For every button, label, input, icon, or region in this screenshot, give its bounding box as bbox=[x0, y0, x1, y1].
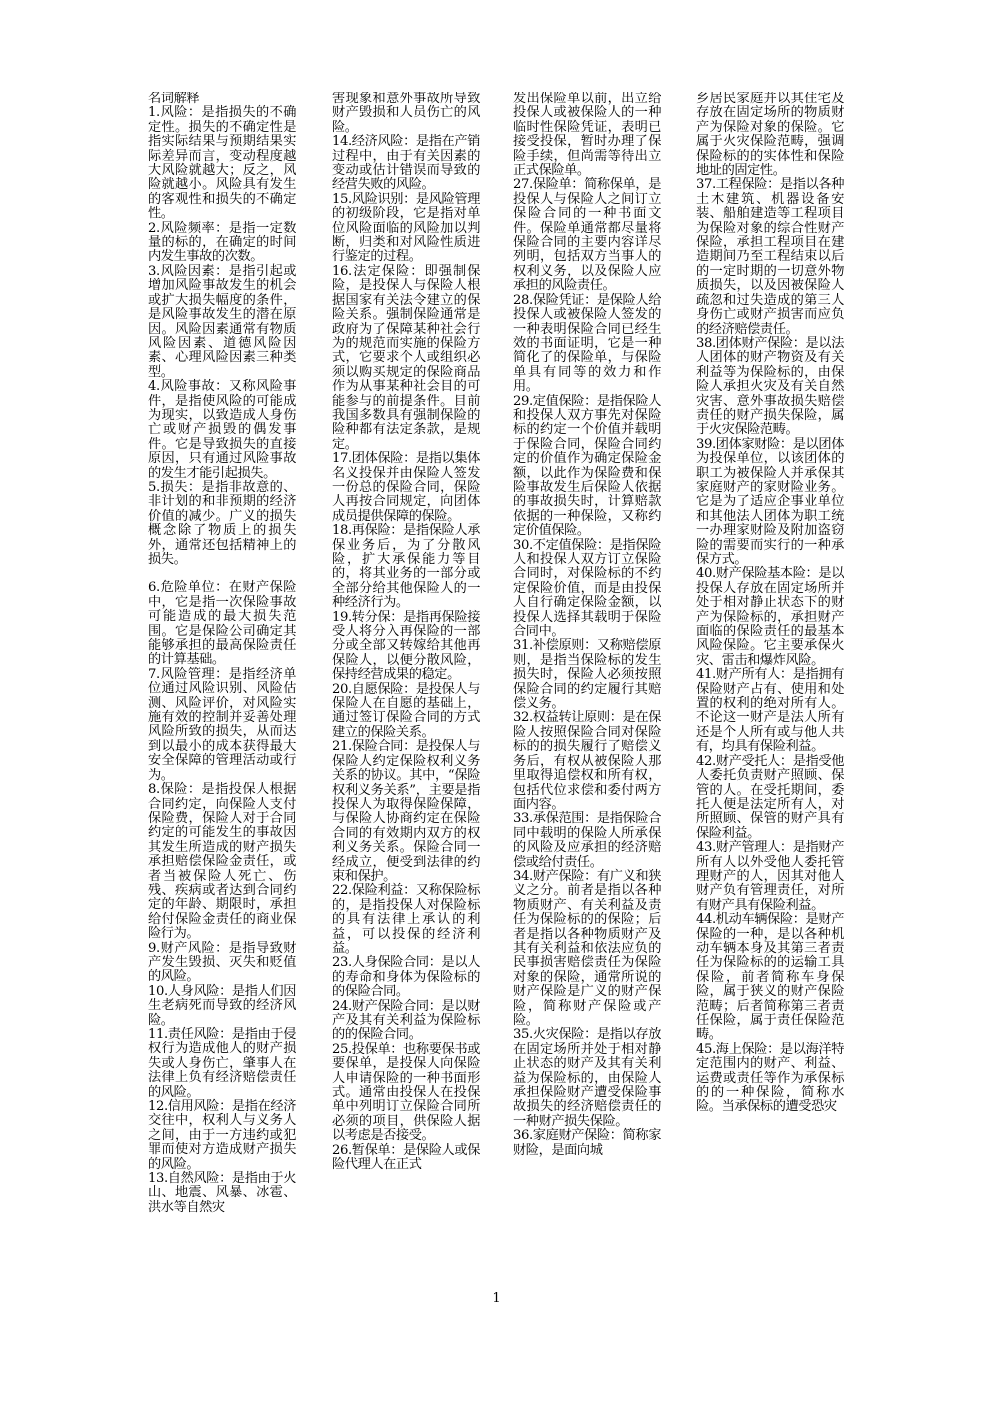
column-1 bbox=[148, 92, 296, 1292]
definition-entry: 14.经济风险：是指在产销过程中，由于有关因素的变动或估计错误而导致的经营失败的风险。 bbox=[332, 134, 480, 193]
definition-entry: 3.风险因素：是指引起或增加风险事故发生的机会或扩大损失幅度的条件，是风险事故发生的潜在原因。风险因素通常有物质风险因素、道德风险因素、心理风险因素三种类型。 bbox=[148, 263, 296, 380]
definition-entry: 37.工程保险：是指以各种土木建筑、机器设备安装、船舶建造等工程项目为保险对象的综合性财产保险，承担工程项目在建造期间乃至工程结束以后的一定时期的一切意外物质损失，以及因被保险人疏忽和过失造成的第三人身伤亡或财产损害而应负的经济赔偿责任。 bbox=[696, 177, 844, 337]
definition-entry: 害现象和意外事故所导致财产毁损和人员伤亡的风险。 bbox=[332, 92, 480, 135]
definition-entry: 20.自愿保险：是投保人与保险人在自愿的基础上，通过签订保险合同的方式建立的保险关系。 bbox=[332, 681, 480, 740]
definition-entry: 38.团体财产保险：是以法人团体的财产物资及有关利益等为保险标的，由保险人承担火灾及有关自然灾害、意外事故损失赔偿责任的财产损失保险，属于火灾保险范畴。 bbox=[696, 335, 844, 438]
page-number: 1 bbox=[492, 1291, 501, 1306]
definition-entry: 13.自然风险：是指由于火山、地震、风暴、冰雹、洪水等自然灾 bbox=[148, 1171, 296, 1215]
definition-entry: 乡居民家庭并以其住宅及存放在固定场所的物质财产为保险对象的保险。它属于火灾保险范畴，强调保险标的的实体性和保险地址的固定性。 bbox=[696, 92, 844, 179]
definition-entry: 9.财产风险：是指导致财产发生毁损、灭失和贬值的风险。 bbox=[148, 940, 296, 985]
definition-entry: 7.风险管理：是指经济单位通过风险识别、风险估测、风险评价，对风险实施有效的控制并妥善处理风险所致的损失，从而达到以最小的成本获得最大安全保障的管理活动或行为。 bbox=[148, 666, 296, 783]
definition-entry: 31.补偿原则：又称赔偿原则，是指当保险标的发生损失时，保险人必须按照保险合同的约定履行其赔偿义务。 bbox=[513, 638, 661, 712]
definition-entry: 30.不定值保险：是指保险人和投保人双方订立保险合同时，对保险标的不约定保险价值，而是由投保人自行确定保险金额，以投保人选择其载明于保险合同中。 bbox=[513, 537, 661, 640]
definition-entry: 26.暂保单：是保险人或保险代理人在正式 bbox=[332, 1142, 480, 1173]
definition-entry: 40.财产保险基本险：是以投保人存放在固定场所并处于相对静止状态下的财产为保险标的，承担财产面临的保险责任的最基本风险保险。它主要承保火灾、雷击和爆炸风险。 bbox=[696, 566, 844, 668]
definition-entry: 34.财产保险：有广义和狭义之分。前者是指以各种物质财产、有关利益及责任为保险标的的保险；后者是指以各种物质财产及其有关利益和依法应负的民事损害赔偿责任为保险对象的保险，通常所说的财产保险是广义的财产保险，简称财产保险或产险。 bbox=[513, 868, 661, 1028]
definition-entry: 42.财产受托人：是指受他人委托负责财产照顾、保管的人。在受托期间，委托人便是法定所有人，对所照顾、保管的财产具有保险利益。 bbox=[696, 753, 844, 841]
definition-entry: 发出保险单以前，出立给投保人或被保险人的一种临时性保险凭证，表明已接受投保，暂时办理了保险手续，但尚需等待出立正式保险单。 bbox=[513, 92, 661, 179]
definition-entry: 22.保险利益：又称保险标的，是指投保人对保险标的具有法律上承认的利益，可以投保的经济利益。 bbox=[332, 883, 480, 956]
column-4 bbox=[696, 92, 844, 1292]
definition-entry: 5.损失：是指非故意的、非计划的和非预期的经济价值的减少。广义的损失概念除了物质上的损失外，通常还包括精神上的损失。 bbox=[148, 479, 296, 567]
definition-entry: 16.法定保险：即强制保险，是投保人与保险人根据国家有关法令建立的保险关系。强制保险通常是政府为了保障某种社会行为的规范而实施的保险方式，它要求个人或组织必须以购买规定的保险商品作为从事某种社会目的可能参与的前提条件。目前我国多数具有强制保险的险种都有法定条款，是规定。 bbox=[332, 263, 480, 452]
column-2 bbox=[332, 92, 480, 1292]
definition-entry: 4.风险事故：又称风险事件，是指使风险的可能成为现实，以致造成人身伤亡或财产损毁的偶发事件。它是导致损失的直接原因，只有通过风险事故的发生才能引起损失。 bbox=[148, 379, 296, 481]
definition-entry: 19.转分保：是指再保险接受人将分入再保险的一部分或全部又转嫁给其他再保险人，以便分散风险，保持经营成果的稳定。 bbox=[332, 609, 480, 683]
definition-entry: 45.海上保险：是以海洋特定范围内的财产、利益、运费或责任等作为承保标的的一种保险，简称水险。当承保标的遭受恐灾 bbox=[696, 1041, 844, 1115]
definition-entry: 43.财产管理人：是指财产所有人以外受他人委托管理财产的人，因其对他人财产负有管理责任，对所有财产具有保险利益。 bbox=[696, 840, 844, 913]
definition-entry: 11.责任风险：是指由于侵权行为造成他人的财产损失或人身伤亡，肇事人在法律上负有经济赔偿责任的风险。 bbox=[148, 1027, 296, 1100]
definition-entry: 23.人身保险合同：是以人的寿命和身体为保险标的的保险合同。 bbox=[332, 955, 480, 1000]
definition-entry: 29.定值保险：是指保险人和投保人双方事先对保险标的约定一个价值并载明于保险合同，保险合同约定的价值作为确定保险金额，以此作为保险费和保险事故发生后保险人依据的事故损失时，计算赔款依据的一种保险，又称约定价值保险。 bbox=[513, 393, 661, 539]
definition-entry: 25.投保单：也称要保书或要保单，是投保人向保险人申请保险的一种书面形式。通常由投保人在投保单中列明订立保险合同所必须的项目，供保险人据以考虑是否接受。 bbox=[332, 1041, 480, 1144]
definition-entry: 36.家庭财产保险：简称家财险，是面向城 bbox=[513, 1128, 661, 1158]
definition-entry: 15.风险识别：是风险管理的初级阶段，它是指对单位风险面临的风险加以判断，归类和对风险性质进行鉴定的过程。 bbox=[332, 191, 480, 265]
definition-entry: 24.财产保险合同：是以财产及其有关利益为保险标的的保险合同。 bbox=[332, 998, 480, 1043]
definition-entry: 8.保险：是指投保人根据合同约定，向保险人支付保险费，保险人对于合同约定的可能发生的事故因其发生所造成的财产损失承担赔偿保险金责任，或者当被保险人死亡、伤残、疾病或者达到合同约定的年龄、期限时，承担给付保险金责任的商业保险行为。 bbox=[148, 782, 296, 942]
definition-entry: 33.承保范围：是指保险合同中载明的保险人所承保的风险及应承担的经济赔偿或给付责任。 bbox=[513, 811, 661, 870]
definition-entry: 39.团体家财险：是以团体为投保单位，以该团体的职工为被保险人并承保其家庭财产的家财险业务。它是为了适应企事业单位和其他法人团体为职工统一办理家财险及附加盗窃险的需要而实行的一种承保方式。 bbox=[696, 436, 844, 567]
definition-entry: 1.风险：是指损失的不确定性。损失的不确定性是指实际结果与预期结果实际差异而言，变动程度越大风险就越大；反之，风险就越小。风险具有发生的客观性和损失的不确定性。 bbox=[148, 105, 296, 222]
column-3 bbox=[513, 92, 661, 1292]
definition-entry: 41.财产所有人：是指拥有保险财产占有、使用和处置的权利的绝对所有人。不论这一财产是法人所有还是个人所有或与他人共有，均具有保险利益。 bbox=[696, 667, 844, 755]
definition-entry: 18.再保险：是指保险人承保业务后，为了分散风险，扩大承保能力等目的，将其业务的一部分或全部分给其他保险人的一种经济行为。 bbox=[332, 523, 480, 611]
definition-entry: 2.风险频率：是指一定数量的标的，在确定的时间内发生事故的次数。 bbox=[148, 220, 296, 265]
section-heading: 名词解释 bbox=[148, 92, 200, 106]
definition-entry: 10.人身风险：是指人们因生老病死而导致的经济风险。 bbox=[148, 983, 296, 1028]
definition-entry: 32.权益转让原则：是在保险人按照保险合同对保险标的的损失履行了赔偿义务后，有权从被保险人那里取得追偿权和所有权，包括代位求偿和委付两方面内容。 bbox=[513, 710, 661, 812]
definition-entry: 28.保险凭证：是保险人给投保人或被保险人签发的一种表明保险合同已经生效的书面证明，它是一种简化了的保险单，与保险单具有同等的效力和作用。 bbox=[513, 292, 661, 395]
definition-entry: 21.保险合同：是投保人与保险人约定保险权利义务关系的协议。其中，“保险权利义务关系”，主要是指投保人为取得保险保障，与保险人协商约定在保险合同的有效期内双方的权利义务关系。保险合同一经成立，便受到法律的约束和保护。 bbox=[332, 739, 480, 884]
definition-entry: 17.团体保险：是指以集体名义投保并由保险人签发一份总的保险合同，保险人再按合同规定，向团体成员提供保障的保险。 bbox=[332, 451, 480, 524]
definition-entry: 12.信用风险：是指在经济交往中，权利人与义务人之间，由于一方违约或犯罪而使对方造成财产损失的风险。 bbox=[148, 1099, 296, 1172]
definition-entry: 35.火灾保险：是指以存放在固定场所并处于相对静止状态的财产及其有关利益为保险标的，由保险人承担保险财产遭受保险事故损失的经济赔偿责任的一种财产损失保险。 bbox=[513, 1027, 661, 1129]
definition-entry: 6.危险单位：在财产保险中，它是指一次保险事故可能造成的最大损失范围。它是保险公司确定其能够承担的最高保险责任的计算基础。 bbox=[148, 580, 296, 668]
definition-entry: 27.保险单：简称保单，是投保人与保险人之间订立保险合同的一种书面文件。保险单通常都尽量将保险合同的主要内容详尽列明，包括双方当事人的权利义务，以及保险人应承担的风险责任。 bbox=[513, 177, 661, 294]
definition-entry: 44.机动车辆保险：是财产保险的一种，是以各种机动车辆本身及其第三者责任为保险标的的运输工具保险，前者简称车身保险，属于狭义的财产保险范畴；后者简称第三者责任保险，属于责任保险范畴。 bbox=[696, 912, 844, 1043]
